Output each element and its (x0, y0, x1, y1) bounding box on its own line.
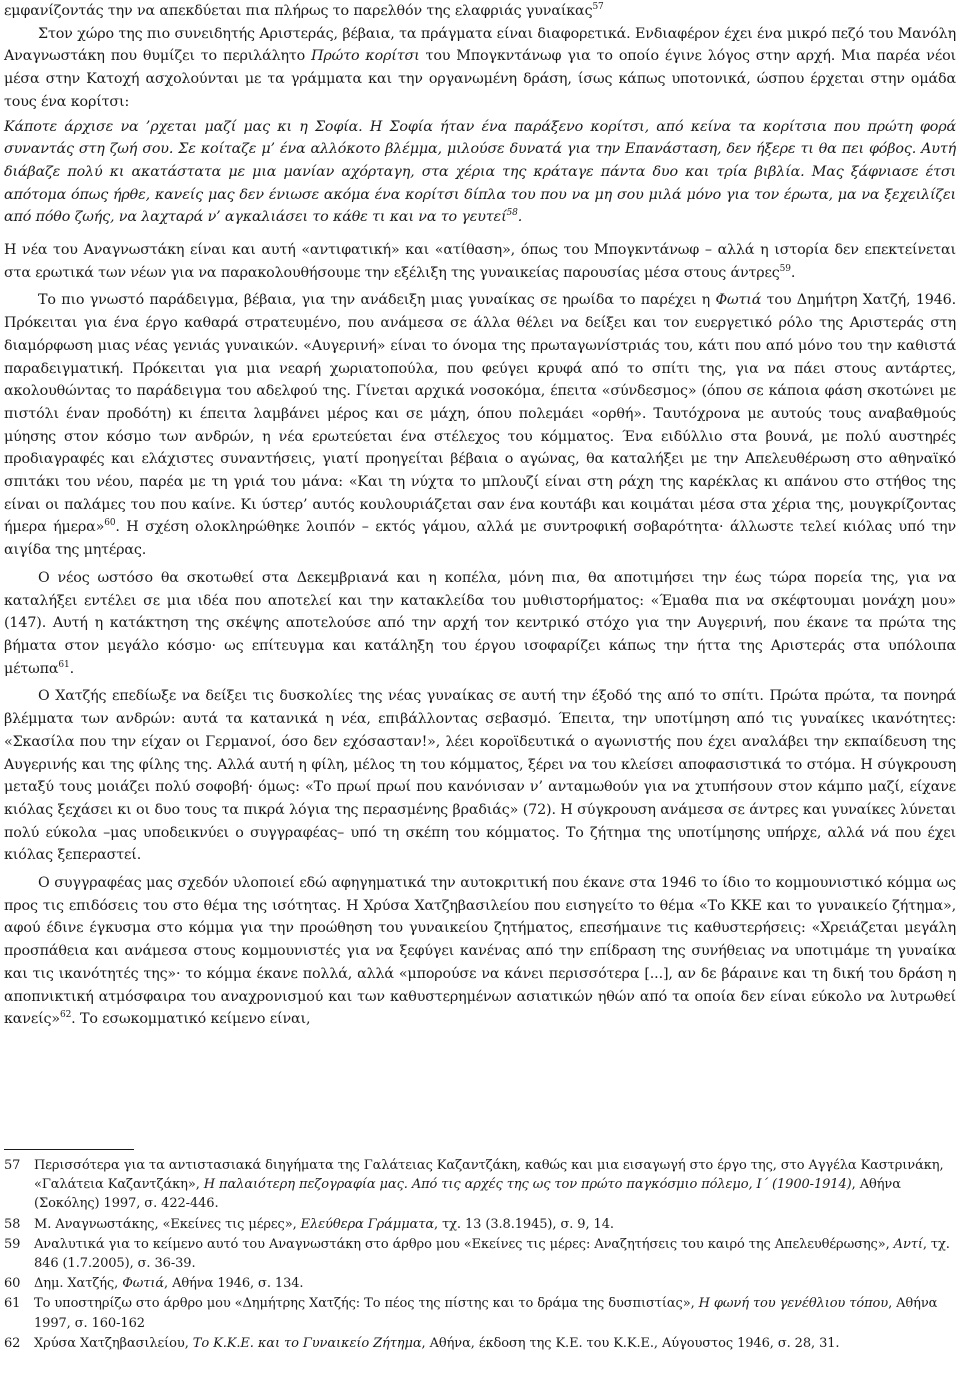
footnotes (4, 1156, 956, 1354)
footnote-part: Χρύσα Χατζηβασιλείου, (34, 1335, 193, 1351)
paragraph-text: . Η σχέση ολοκληρώθηκε λοιπόν – εκτός γάμου, αλλά με συντροφική σοβαρότητα· άλλωστε τελεί κιόλας υπό την αιγίδα της μητέρας. (4, 519, 956, 559)
main-text (4, 0, 956, 1031)
footnote-text (34, 1294, 956, 1332)
footnote-ref-62[interactable]: 62 (60, 1010, 72, 1021)
footnote-number: 57 (4, 1158, 21, 1173)
footnote-text (34, 1235, 956, 1273)
paragraph-text: Ο Χατζής επεδίωξε να δείξει τις δυσκολίες της νέας γυναίκας σε αυτή την έξοδό της από το σπίτι. Πρώτα πρώτα, τα πονηρά βλέμματα των ανδρών: αυτά τα κατανικά η νέα, επιβάλλοντας σεβασμό. Έπειτα, την υποτίμηση από τις γυναίκες ικανότητες: «Σκασίλα που την είχαν οι Γερμανοί, όσο δεν εχόσασταν!», λέει κοροϊδευτικά ο αγωνιστής που έχει αναλάβει την εκπαίδευση της Αυγερινής και της φίλης της. Αλλά αυτή η φίλη, μέλος τη του κόμματος, ξέρει να του κλείσει αποφασιστικά το στόμα. Η σύγκρουση μεταξύ τους μοιάζει πολύ σοφοβή· όμως: «Το πρωί πρωί που κανόνισαν ν’ ανταμωθούν για να χτυπήσουν στον κάμπο μαζί, είχανε κιόλας ξεχάσει κι οι δυο τους τα πικρά λόγια της περασμένης βραδιάς» (72). Η σύγκρουση ανάμεσα σε άντρες και γυναίκες λύνεται πολύ εύκολα –μας υποδεικνύει ο συγγραφέας– υπό τη σκέπη του κόμματος. Το ζήτημα της υποτίμησης υπήρχε, αλλά νά που έχει κιόλας ξεπεραστεί. (4, 688, 956, 864)
footnote-number: 60 (4, 1276, 21, 1292)
paragraph-text: Ο νέος ωστόσο θα σκοτωθεί στα Δεκεμβριανά και η κοπέλα, μόνη πια, θα αποτιμήσει την έως τώρα πορεία της, για να καταλήξει εντέλει σε μια ιδέα που αποτελεί και την κατακλείδα του μυθιστορήματος: «Έμαθα πια να σκέφτουμαι μονάχη μου» (147). Αυτή η κατάκτηση της σκέψης αποτελούσε από την αρχή τον κεντρικό στόχο για την Αυγερινή, που έκανε τα πρώτα της βήματα στον μεγάλο κόσμο· ως επίτευγμα και κατάληξη του έργου ισοφαρίζει κάπως την ήττα της Αριστεράς στα υπόλοιπα μέτωπα (4, 569, 956, 677)
footnote-part: , Αθήνα 1946, σ. 134. (164, 1276, 304, 1292)
paragraph-text: Η νέα του Αναγνωστάκη είναι και αυτή «αντιφατική» και «ατίθαση», όπως του Μπογκντάνωφ – αλλά η ιστορία δεν επεκτείνεται στα ερωτικά των νέων για να παρακολουθήσουμε την εξέλιξη της γυναικείας παρουσίας μέσα στους άντρες (4, 242, 956, 281)
footnote-divider (4, 1149, 134, 1150)
footnote-58 (4, 1215, 956, 1234)
footnote-ref-58[interactable]: 58 (506, 208, 518, 219)
book-title: Φωτιά (715, 292, 762, 309)
footnote-text (34, 1156, 956, 1214)
paragraph-1 (4, 23, 956, 114)
footnote-part: Περισσότερα για τα αντιστασιακά διηγήματα της Γαλάτειας Καζαντζάκη, καθώς και μια εισαγωγή στο έργο της, στο Αγγέλα Καστρινάκη, «Γαλάτεια Καζαντζάκη», (34, 1158, 944, 1193)
footnote-62 (4, 1334, 956, 1353)
footnote-ref-59[interactable]: 59 (779, 263, 791, 274)
paragraph-text: του Δημήτρη Χατζή, 1946. Πρόκειται για ένα έργο καθαρά στρατευμένο, που ανάμεσα σε άλλα θέλει να δείξει και τον ευεργετικό ρόλο της Αριστεράς στη διαμόρφωση μιας νέας γενιάς γυναικών. «Αυγερινή» είναι το όνομα της πρωταγωνίστριάς του, κάτι που από μόνο του την καθιστά παραδειγματική. Πρόκειται για μια νεαρή χωριατοπούλα, που φεύγει κρυφά από το σπίτι της, για να πάει στους αντάρτες, ακολουθώντας το παράδειγμα του αδελφού της. Γίνεται αρχικά νοσοκόμα, έπειτα «σύνδεσμος» (όπου σε κάποια φάση σκοτώνει με πιστόλι έναν προδότη) κι έπειτα λαμβάνει μέρος και σε μάχη, όπου πολεμάει «ορθή». Ταυτόχρονα με αυτούς τους αναβαθμούς μύησης στον κόσμο των ανδρών, η νέα ερωτεύεται ένα στέλεχος του κόμματος. Ένα ειδύλλιο στα βουνά, με πολύ αυστηρές προδιαγραφές και ελάχιστες συναντήσεις, γιατί προηγείται βέβαια ο αγώνας, θα καταλήξει με την Απελευθέρωση στο αθηναϊκό σπιτάκι του νέου, παρέα με τη γριά του μάνα: «Και τη νύχτα το μπλουζί είναι στη ράχη της καρέκλας κι απάνου στο στήθος της είναι οι παλάμες του που καίνε. Κι ύστερ’ αυτός κουλουριάζεται σαν ένα κουτάβι και κοιμάται μέσα στα χέρια της, μουγκρίζοντας ήμερα ήμερα» (4, 292, 957, 536)
footnote-59 (4, 1235, 956, 1273)
paragraph-end: . (790, 264, 796, 281)
footnote-ref-60[interactable]: 60 (104, 518, 116, 529)
footnote-text (34, 1274, 956, 1293)
paragraph-text: Το πιο γνωστό παράδειγμα, βέβαια, για την ανάδειξη μιας γυναίκας σε ηρωίδα το παρέχει η (38, 292, 716, 309)
footnote-ref-57[interactable]: 57 (592, 2, 604, 12)
quote-text: Κάποτε άρχισε να ’ρχεται μαζί μας κι η Σοφία. Η Σοφία ήταν ένα παράξενο κορίτσι, από κείνα τα κορίτσια που πρώτη φορά συναντάς στη ζωή σου. Σε κοίταζε μ’ ένα αλλόκοτο βλέμμα, μιλούσε δυνατά για την Επανάσταση, δεν ήξερε τι θα πει φόβος. Αυτή διάβαζε πολύ κι ακατάστατα με μια μανίαν αχόρταγη, στα χέρια της κράταγε πάντα δυο και τρία βιβλία. Μας ξάφνιασε έτσι απότομα όπως ήρθε, κανείς μας δεν ένιωσε ακόμα ένα κορίτσι δίπλα του που να μη σου μιλά μόνο για τον έρωτα, μα να ξεχειλίζει από πόθο ζωής, να λαχταρά ν’ αγκαλιάσει το κάθε τι και να το γευτεί (4, 118, 956, 226)
footnote-title: Η παλαιότερη πεζογραφία μας. Από τις αρχές της ως τον πρώτο παγκόσμιο πόλεμο, Ι΄ (1900-1914) (203, 1177, 852, 1193)
paragraph-2 (4, 239, 956, 284)
paragraph-6 (4, 872, 956, 1031)
footnote-part: Αναλυτικά για το κείμενο αυτό του Αναγνωστάκη στο άρθρο μου «Εκείνες τις μέρες: Αναζητήσεις του καιρό της Απελευθέρωσης», (34, 1236, 894, 1252)
paragraph-4 (4, 567, 956, 681)
paragraph-5 (4, 685, 956, 867)
paragraph-0 (4, 0, 956, 23)
footnote-number: 61 (4, 1296, 21, 1312)
footnote-title: Αντί (893, 1236, 923, 1252)
footnote-part: , Αθήνα (Σοκόλης) 1997, σ. 422-446. (34, 1177, 901, 1212)
footnote-part: , Αθήνα 1997, σ. 160-162 (34, 1296, 938, 1331)
paragraph-text: του Μπογκντάνωφ για το οποίο έγινε λόγος στην αρχή. Μια παρέα νέοι μέσα στην Κατοχή ασχολούνται με τα γράμματα και την οργανωμένη δράση, ίσως κάπως υποτονικά, ώσπου έρχεται στην ομάδα τους ένα κορίτσι: (4, 48, 956, 110)
footnote-part: , Αθήνα, έκδοση της Κ.Ε. του Κ.Κ.Ε., Αύγουστος 1946, σ. 28, 31. (421, 1335, 840, 1351)
footnote-number: 62 (4, 1335, 21, 1351)
footnote-57 (4, 1156, 956, 1214)
footnote-part: , τχ. 846 (1.7.2005), σ. 36-39. (34, 1236, 950, 1272)
footnote-text (34, 1334, 956, 1353)
paragraph-3 (4, 289, 956, 561)
paragraph-end: . Το εσωκομματικό κείμενο είναι, (71, 1011, 311, 1028)
paragraph-text: εμφανίζοντάς την να απεκδύεται πια πλήρως το παρελθόν της ελαφριάς γυναίκας (4, 3, 593, 19)
footnote-title: Ελεύθερα Γράμματα (300, 1216, 434, 1232)
footnote-number: 59 (4, 1236, 21, 1252)
footnote-text (34, 1215, 956, 1234)
quote-end: . (517, 209, 523, 226)
paragraph-text: Ο συγγραφέας μας σχεδόν υλοποιεί εδώ αφηγηματικά την αυτοκριτική που έκανε στα 1946 το ίδιο το κομμουνιστικό κόμμα ως προς τις επιδόσεις του στο θέμα της ισότητας. Η Χρύσα Χατζηβασιλείου που εισηγείτο το θέμα «Το ΚΚΕ και το γυναικείο ζήτημα», αφού έδινε έγκυσμα στο κόμμα για την προώθηση του γυναικείου ζητήματος, επεσήμαινε τις καθυστερήσεις: «Χρειάζεται μεγάλη προσπάθεια και ανάμεσα στους κομμουνιστές για να ξεφύγει κανένας από την επίδραση της συνήθειας να υποτιμάμε τη γυναίκα και τις ικανότητές της»· το κόμμα έκανε πολλά, αλλά «μπορούσε να κάνει περισσότερα [...], αν δε βάραινε και τη δική του δράση η αποπνικτική ατμόσφαιρα του αναχρονισμού και των καθυστερημένων ασιατικών ηθών από τα οποία δεν είναι εύκολο να λυτρωθεί κανείς» (4, 875, 956, 1028)
footnote-ref-61[interactable]: 61 (58, 659, 70, 670)
paragraph-text: Στον χώρο της πιο συνειδητής Αριστεράς, βέβαια, τα πράγματα είναι διαφορετικά. Ενδιαφέρον έχει ένα μικρό πεζό του Μανόλη Αναγνωστάκη που θυμίζει το περιλάλητο (4, 25, 956, 65)
footnote-part: , τχ. 13 (3.8.1945), σ. 9, 14. (434, 1216, 614, 1232)
footnote-title: Φωτιά (122, 1276, 165, 1292)
footnote-part: Το υποστηρίζω στο άρθρο μου «Δημήτρης Χατζής: Το πέος της πίστης και το δράμα της δυσπιστίας», (34, 1296, 699, 1312)
footnote-title: Το Κ.Κ.Ε. και το Γυναικείο Ζήτημα (192, 1335, 422, 1351)
footnote-61 (4, 1294, 956, 1332)
paragraph-end: . (69, 660, 74, 677)
book-title: Πρώτο κορίτσι (311, 48, 420, 65)
footnote-part: Μ. Αναγνωστάκης, «Εκείνες τις μέρες», (34, 1216, 301, 1232)
block-quote (4, 116, 956, 230)
footnote-title: Η φωνή του γενέθλιου τόπου (698, 1296, 889, 1312)
footnote-60 (4, 1274, 956, 1293)
footnote-part: Δημ. Χατζής, (34, 1276, 123, 1292)
footnote-number: 58 (4, 1216, 21, 1232)
